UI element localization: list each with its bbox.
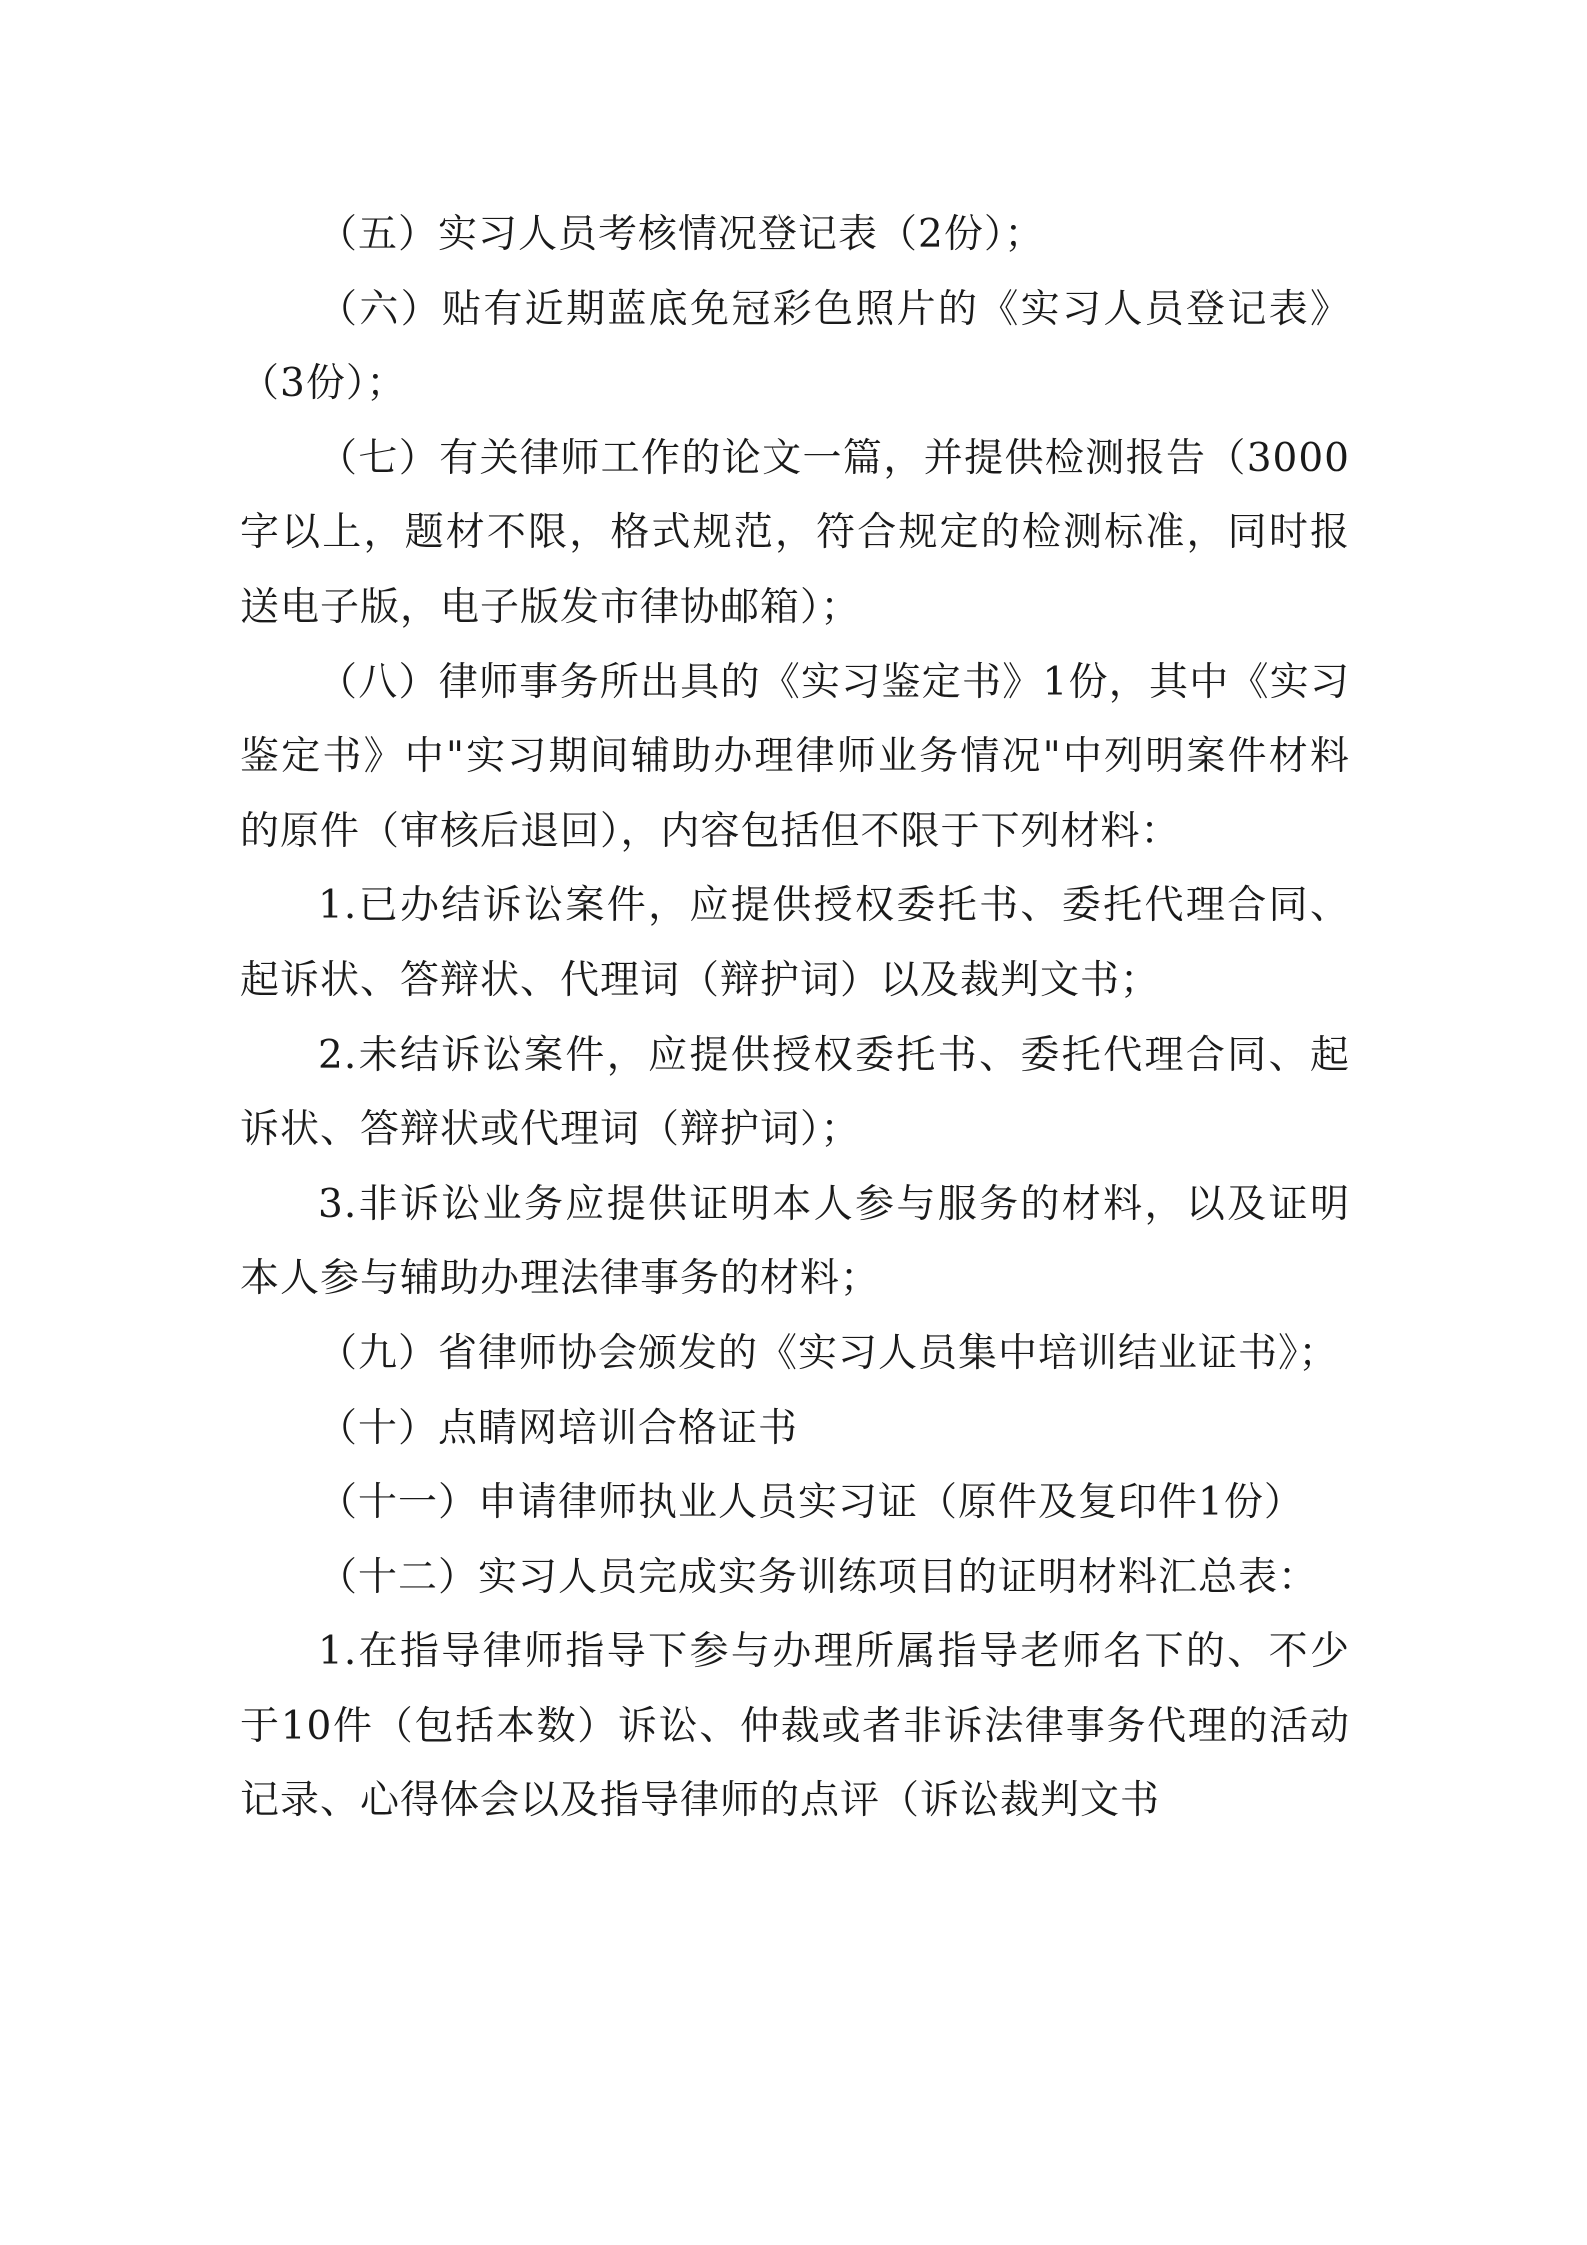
document-body [240,198,1350,1839]
list-item-non-litigation: 3.非诉讼业务应提供证明本人参与服务的材料，以及证明本人参与辅助办理法律事务的材料； [240,1181,1350,1302]
paragraph-5-assessment-form: （五）实习人员考核情况登记表（2份）； [318,212,1045,257]
paragraph-10-online-certificate: （十）点睛网培训合格证书 [318,1405,799,1451]
paragraph-11-internship-permit: （十一）申请律师执业人员实习证（原件及复印件1份） [318,1480,1304,1526]
paragraph-6-registration-form: （六）贴有近期蓝底免冠彩色照片的《实习人员登记表》（3份）； [240,286,1350,407]
paragraph-7-thesis: （七）有关律师工作的论文一篇，并提供检测报告（3000字以上，题材不限，格式规范，符合规定的检测标准，同时报送电子版，电子版发市律协邮箱）； [240,435,1350,630]
list-item-case-records: 1.在指导律师指导下参与办理所属指导老师名下的、不少于10件（包括本数）诉讼、仲裁或者非诉法律事务代理的活动记录、心得体会以及指导律师的点评（诉讼裁判文书 [240,1629,1350,1824]
paragraph-12-summary-table: （十二）实习人员完成实务训练项目的证明材料汇总表： [318,1554,1319,1600]
list-item-pending-litigation: 2.未结诉讼案件，应提供授权委托书、委托代理合同、起诉状、答辩状或代理词（辩护词）； [240,1032,1350,1153]
paragraph-9-training-certificate: （九）省律师协会颁发的《实习人员集中培训结业证书》； [318,1330,1339,1376]
paragraph-8-appraisal: （八）律师事务所出具的《实习鉴定书》1份，其中《实习鉴定书》中"实习期间辅助办理律师业务情况"中列明案件材料的原件（审核后退回），内容包括但不限于下列材料： [240,659,1350,854]
list-item-concluded-litigation: 1.已办结诉讼案件，应提供授权委托书、委托代理合同、起诉状、答辩状、代理词（辩护词）以及裁判文书； [240,883,1350,1003]
